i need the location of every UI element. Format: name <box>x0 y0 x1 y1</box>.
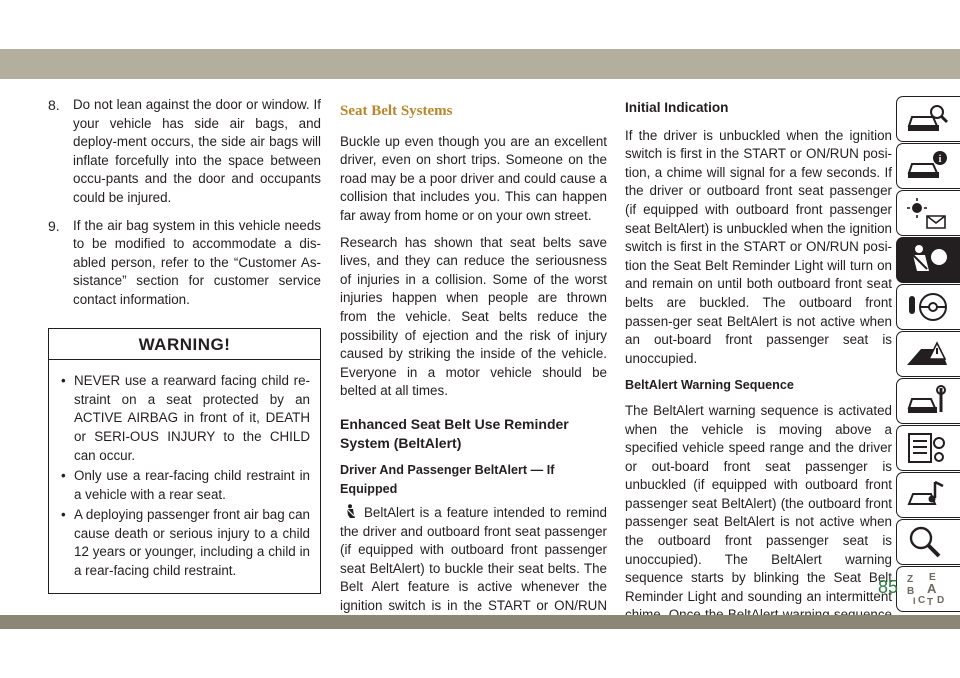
index-letter: A <box>927 581 937 596</box>
road-warning-icon <box>905 337 949 371</box>
column-left <box>48 96 321 594</box>
car-info-icon <box>905 149 949 183</box>
warning-title: WARNING! <box>49 329 320 361</box>
paragraph-text: BeltAlert is a feature intended to remind the driver and outboard front seat passenger (if equipped with outboard front passenger seat BeltAlert) to buckle their seat belts. The Belt Alert feature is active whenever the ignition switch is in the START or ON/RUN <box>340 505 607 614</box>
tab-car-info[interactable] <box>896 143 960 189</box>
tab-road-warning[interactable] <box>896 331 960 377</box>
tab-dashboard-lights[interactable] <box>896 190 960 236</box>
tab-steering-wheel[interactable] <box>896 284 960 330</box>
header-bar <box>0 49 960 79</box>
warning-list <box>59 372 310 581</box>
column-right <box>625 96 892 652</box>
tab-car-search[interactable] <box>896 96 960 142</box>
item-number: 9. <box>48 217 60 234</box>
tab-multimedia[interactable] <box>896 472 960 518</box>
warning-item: • NEVER use a rearward facing child re-straint on a seat protected by an ACTIVE AIRBAG in front of it, DEATH or SERI-OUS INJURY to the CHILD can occur. <box>59 372 310 465</box>
tab-search-index[interactable] <box>896 519 960 565</box>
multimedia-icon <box>905 478 949 512</box>
list-item <box>48 96 321 208</box>
tab-maintenance-list[interactable] <box>896 425 960 471</box>
dashboard-lights-icon <box>905 196 949 230</box>
alphabet-index-icon <box>905 572 949 606</box>
heading-initial-indication: Initial Indication <box>625 100 729 115</box>
item-number: 8. <box>48 97 60 113</box>
paragraph: If the driver is unbuckled when the ignition switch is first in the START or ON/RUN posi-tion, a chime will signal for a few seconds. If the driver or outboard front seat passenger (if equipped with outboard front passenger seat BeltAlert) is unbuckled when the ignition switch is first in the START or ON/RUN posi-tion the Seat Belt Reminder Light will turn on and remain on until both outboard front seat belts are buckled. The outboard front passen-ger seat BeltAlert is not active when an out-board front passenger seat is unoccupied. <box>625 127 892 366</box>
list-item <box>48 217 321 310</box>
warning-item: • Only use a rear-facing child restraint in a vehicle with a rear seat. <box>59 467 310 504</box>
steering-wheel-icon <box>905 290 949 324</box>
subsubsection-title: Driver And Passenger BeltAlert — If Equipped <box>340 462 555 496</box>
warning-box <box>48 328 321 594</box>
index-letter: I <box>913 596 916 606</box>
index-letter: T <box>927 597 934 606</box>
heading-warning-sequence: BeltAlert Warning Sequence <box>625 378 794 393</box>
subsection-title: Enhanced Seat Belt Use Reminder System (BeltAlert) <box>340 415 569 451</box>
item-text: Do not lean against the door or window. If your vehicle has side air bags, and deploy-ment occurs, the side air bags will inflate forcefully into the space between occu-pants and the door and occupants could be injured. <box>73 97 321 205</box>
index-letter: B <box>907 586 915 597</box>
warning-item: • A deploying passenger front air bag can cause death or serious injury to a child 12 years or younger, including a child in a rear-facing child restraint. <box>59 506 310 580</box>
airbag-safety-icon <box>905 243 949 277</box>
svg-text:i: i <box>938 154 942 165</box>
search-index-icon <box>905 525 949 559</box>
paragraph: Buckle up even though you are an excellent driver, even on short trips. Someone on the road may be a poor driver and could cause a collision that includes you. This can happen far away from home or on your own street. <box>340 133 607 223</box>
column-middle <box>340 96 607 642</box>
section-title: Seat Belt Systems <box>340 103 453 119</box>
item-text: If the air bag system in this vehicle needs to be modified to accommodate a dis-abled person, refer to the “Customer As-sistance” section for customer service contact information. <box>73 217 321 307</box>
tab-car-service[interactable] <box>896 378 960 424</box>
index-letter: D <box>937 595 945 606</box>
paragraph: The BeltAlert warning sequence is activated when the vehicle is moving above a specified vehicle speed range and the driver or out-board front seat passenger is unbuckled (if equipped with outboard front passenger seat BeltAlert) (the outboard front passenger seat BeltAlert is not active when the outboard front passenger seat is unoccupied). The BeltAlert warning sequence starts by blinking the Seat Belt Reminder Light and sounding an intermittent <box>625 402 892 604</box>
footer-bar <box>0 615 960 629</box>
car-search-icon <box>905 102 949 136</box>
car-service-icon <box>905 384 949 418</box>
paragraph: Research has shown that seat belts save lives, and they can reduce the seriousness of injuries in a collision. Some of the worst injuries happen when people are thrown from the vehicle. Seat belts reduce the possibility of ejection and the risk of injury caused by striking the inside of the vehicle. Everyone in a motor vehicle should be belted at all times. <box>340 234 607 399</box>
tab-airbag-safety[interactable] <box>896 237 960 283</box>
index-letter: Z <box>907 574 914 585</box>
page-number: 85 <box>877 577 899 597</box>
maintenance-list-icon <box>905 431 949 465</box>
seatbelt-icon <box>344 504 356 519</box>
index-letter: C <box>918 595 926 606</box>
index-letter: E <box>929 572 936 583</box>
footer-area <box>0 629 960 678</box>
